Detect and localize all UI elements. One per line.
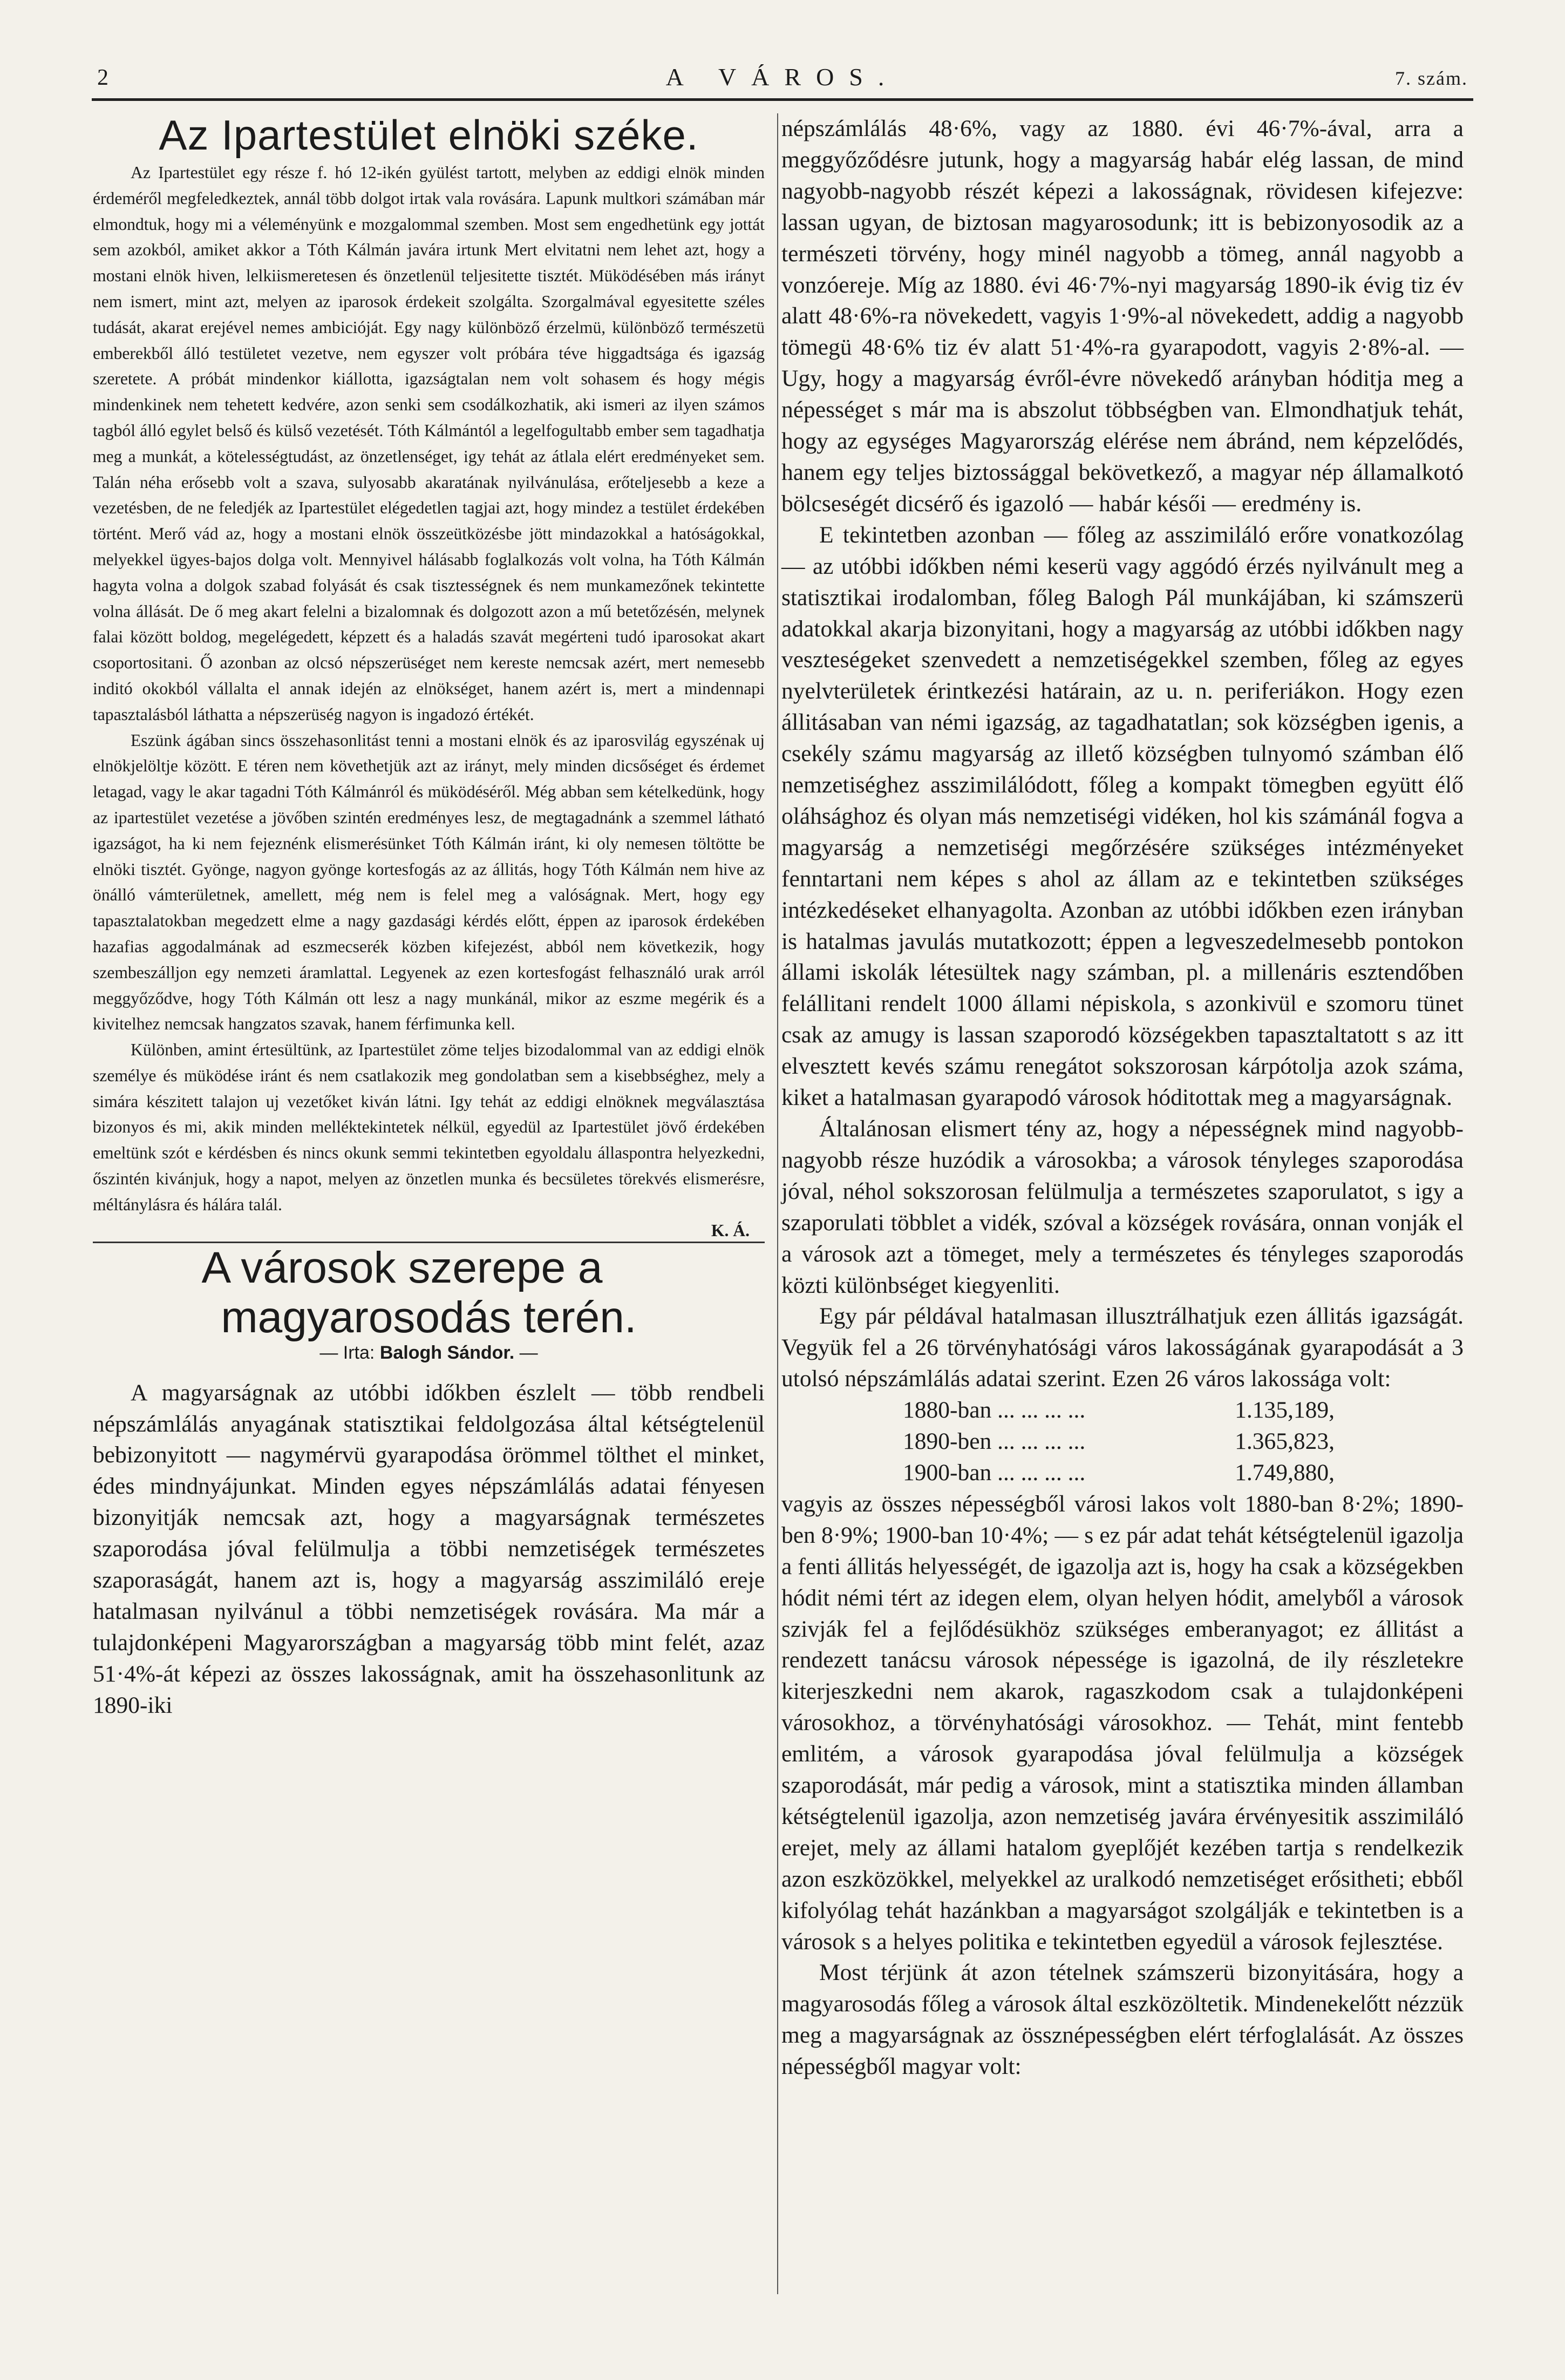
table-row	[903, 1426, 1335, 1457]
article2-author: Balogh Sándor.	[379, 1342, 515, 1363]
article2-paragraph: Általánosan elismert tény az, hogy a népességnek mind nagyobb-nagyobb része huzódik a városokba; a városok tényleges szaporodása jóval, néhol sokszorosan felülmulja a természetes szaporulatot, s igy a szaporulati többlet a vidék, szóval a községek rovására, onnan vonják el a városok azt a tömeget, mely a természetes és tényleges szaporodás közti különbséget kiegyenliti.	[781, 1116, 1464, 1298]
table-row	[903, 1395, 1335, 1426]
issue-number: 7. szám.	[1395, 67, 1468, 89]
byline-suffix: —	[519, 1342, 538, 1363]
article1-paragraph: Különben, amint értesültünk, az Ipartestület zöme teljes bizodalommal van az eddigi elnök személye és müködése iránt és nem csatlakozik meg gondolatban sem a kisebbséghez, mely a simára készitett talajon uj vezetőket kiván látni. Igy tehát az eddigi elnöknek megválasztása bizonyos és mi, akik minden melléktekintetek nélkül, egyedül az Ipartestület jövő érdekében emeltünk szót e kérdésben és nincs okunk semmi tekintetben egyoldalu állaspontra helyezkedni, őszintén kivánjuk, hogy a napot, melyen az önzetlen munka és becsületes törekvés elismerésre, méltánylásra és hálára talál.	[93, 1040, 765, 1214]
column-divider	[777, 113, 778, 2294]
article1-body	[93, 160, 765, 1240]
paper-title: A VÁROS.	[665, 63, 900, 91]
article2-paragraph: Egy pár példával hatalmasan illusztrálhatjuk ezen állitás igazságát. Vegyük fel a 26 törvényhatósági város lakosságának gyarapodását a 3 utolsó népszámlálás adatai szerint. Ezen 26 város lakossága volt:	[781, 1303, 1464, 1392]
table-year: 1900-ban ... ... ... ...	[903, 1459, 1086, 1486]
article1-title: Az Ipartestület elnöki széke.	[159, 111, 699, 159]
right-column	[781, 113, 1464, 2083]
article2-paragraph: népszámlálás 48·6%, vagy az 1880. évi 46·7%-ával, arra a meggyőződésre jutunk, hogy a magyarság habár elég lassan, de mind nagyobb-nagyobb részét képezi a lakosságnak, rövidesen kifejezve: lassan ugyan, de biztosan magyarosodunk; itt is bebizonyosodik az a természeti törvény, hogy minél nagyobb a tömeg, annál nagyobb a vonzóereje. Míg az 1880. évi 46·7%-nyi magyarság 1890-ik évig tiz év alatt 48·6%-ra növekedett, vagyis 1·9%-al növekedett, addig a nagyobb tömegü 48·6% tiz év alatt 51·4%-ra gyarapodott, vagyis 2·8%-al. — Ugy, hogy a magyarság évről-évre növekedő arányban hóditja meg a népességet s már ma is abszolut többségben van. Elmondhatjuk tehát, hogy az egységes Magyarország elérése nem ábránd, nem képzelődés, hanem egy teljes biztossággal bekövetkező, a magyar nép államalkotó bölcseségét dicsérő és igazoló — habár késői — eredmény is.	[781, 116, 1464, 517]
article2-byline	[93, 1342, 765, 1364]
article1-paragraph: Eszünk ágában sincs összehasonlitást tenni a mostani elnök és az iparosvilág egyszénak uj elnökjelöltje között. E téren nem követhetjük azt az irányt, mely minden dicsőséget és érdemet letagad, vagy le akar tagadni Tóth Kálmánról és müködéséről. Még abban sem kételkedünk, hogy az ipartestület vezetése a jövőben szintén eredményes lesz, de megtagadnánk a szemmel látható igazságot, ha ki nem fejeznénk elismerésünket Tóth Kálmán iránt, ki oly nemesen töltötte be elnöki tisztét. Gyönge, nagyon gyönge kortesfogás az az állitás, hogy Tóth Kálmán nem hive az önálló vámterületnek, amellett, még nem is felel meg a valóságnak. Mert, hogy egy tapasztalatokban megedzett elme a nagy gazdasági kérdés előtt, éppen az iparosok érdekében hazafias aggodalmának ad eszmecserék közben kifejezést, abból nem következik, hogy szembeszálljon egy nemzeti áramlattal. Legyenek az ezen kortesfogást felhasználó urak arról meggyőződve, hogy Tóth Kálmán ott lesz a nagy munkánál, mikor az eszme megérik és a kivitelhez nemcsak hangzatos szavak, hanem férfimunka kell.	[93, 730, 765, 1034]
table-row	[903, 1457, 1335, 1489]
table-year: 1890-ben ... ... ... ...	[903, 1428, 1086, 1455]
page-number: 2	[97, 65, 110, 90]
header-rule	[92, 98, 1473, 101]
table-year: 1880-ban ... ... ... ...	[903, 1397, 1086, 1423]
article1-paragraph: Az Ipartestület egy része f. hó 12-ikén gyülést tartott, melyben az eddigi elnök minden érdeméről megfeledkeztek, annál több dolgot irtak vala rovására. Lapunk multkori számában már elmondtuk, hogy mi a véleményünk e mozgalommal szemben. Most sem engedhetünk egy jottát sem azokból, amiket akkor a Tóth Kálmán javára irtunk Mert elvitatni nem lehet azt, hogy a mostani elnök hiven, lelkiismeretesen és önzetlenül teljesitette tisztét. Müködésében más irányt nem ismert, mint azt, melyen az iparosok érdekeit szolgálta. Szorgalmával egyesitette széles tudását, akarat erejével nemes ambicióját. Egy nagy különböző érzelmü, különböző természetü emberekből álló testületet vezetve, nem egyszer volt próbára téve higgadtsága és igazság szeretete. A próbát mindenkor kiállotta, igazságtalan nem volt sohasem és hogy mégis mindenkinek nem tehetett kedvére, azon senki sem csodálkozhatik, aki ismeri az ilyen számos tagból álló egylet belső és külső vezetését. Tóth Kálmántól a legelfogultabb ember sem tagadhatja meg a munkát, a kötelességtudást, az önzetlenséget, igy tehát az átlala elért eredményeket sem. Talán néha erősebb volt a szava, sulyosabb akaratának nyilvánulása, erőteljesebb a keze a vezetésben, de ne feledjék az Ipartestület elégedetlen tagjai azt, hogy mindez a testület érdekében történt. Merő vád az, hogy a mostani elnök összeütközésbe jött mindazokkal a hatóságokkal, melyekkel ügyes-bajos dolga volt. Mennyivel hálásabb foglalkozás volt volna, ha Tóth Kálmán hagyta volna a dolgok szabad folyását és csak tisztességnek és nem munkamezőnek tekintette volna állását. De ő meg akart felelni a bizalomnak és dolgozott azon a mű betetőzésén, melynek falai között boldog, megelégedett, képzett és a haladás szavát megérteni tudó iparosokat akart csoportositani. Ő azonban az olcsó népszerüséget nem kereste nemcsak azért, mert nemesebb inditó okokból vállalta el annak idején az elnökséget, hanem azért is, mert a mindennapi tapasztalásból láthatta a népszerüség nagyon is ingadozó értékét.	[93, 163, 765, 724]
left-column	[93, 111, 765, 1721]
article2-left-body	[93, 1378, 765, 1721]
population-table	[903, 1395, 1335, 1489]
article2-paragraph: A magyarságnak az utóbbi időkben észlelt — több rendbeli népszámlálás anyagának statisztikai feldolgozása által kétségtelenül bebizonyitott — nagymérvü gyarapodása örömmel tölthet el minket, édes mindnyájunkat. Minden egyes népszámlálás adatai fényesen bizonyitják nemcsak azt, hogy a magyarságnak természetes szaporodása jóval felülmulja a többi nemzetiségek természetes szaporaságát, hanem azt is, hogy a magyarság asszimiláló ereje hatalmasan nyilvánul a többi nemzetiségek rovására. Ma már a tulajdonképeni Magyarországban a magyarság több mint felét, azaz 51·4%-át képezi az összes lakosságnak, amit ha összehasonlitunk az 1890-iki	[93, 1379, 765, 1718]
byline-prefix: — Irta:	[319, 1342, 375, 1363]
article2-paragraph: vagyis az összes népességből városi lakos volt 1880-ban 8·2%; 1890-ben 8·9%; 1900-ban 10·4%; — s ez pár adat tehát kétségtelenül igazolja a fenti állitás helyességét, de igazolja azt is, hogy ha csak a községekben hódit némi tért az idegen elem, olyan helyen hódit, amelyből a városok szivják fel a fejlődésükhöz szükséges emberanyagot; ez állitást a rendezett tanácsu városok népessége is igazolná, de ily részletekre kiterjeszkedni nem akarok, ragaszkodom csak a tulajdonképeni városokhoz, a törvényhatósági városokhoz. — Tehát, mint fentebb emlitém, a városok gyarapodása jóval felülmulja a községek szaporodását, már pedig a városok, mint a statisztika minden államban kétségtelenül igazolja, azon nemzetiség javára érvényesitik asszimiláló erejet, mely az állami hatalom gyeplőjét kezében tartja s rendelkezik azon eszközökkel, melyekkel az uralkodó nemzetiséget erősitheti; ebből kifolyólag tehát hazánkban a magyarságot szolgálják e tekintetben is a városok s a helyes politika e tekintetben egyedül a városok fejlesztése.	[781, 1490, 1464, 1955]
article2-paragraph: Most térjünk át azon tételnek számszerü bizonyitására, hogy a magyarosodás főleg a városok által eszközöltetik. Mindenekelőtt nézzük meg a magyarságnak az össznépességben elért térfoglalását. Az összes népességből magyar volt:	[781, 1959, 1464, 2080]
article2-paragraph: E tekintetben azonban — főleg az asszimiláló erőre vonatkozólag — az utóbbi időkben némi keserü vagy aggódó érzés nyilvánult meg a statisztikai irodalomban, főleg Balogh Pál munkájában, ki számszerü adatokkal akarja bizonyitani, hogy a magyarság az utóbbi időkben nagy veszteségeket szenvedett a nemzetiségekkel szemben, főleg az egyes nyelvterületek érintkezési határain, az u. n. periferiákon. Hogy ezen állitásaban van némi igazság, az tagadhatatlan; sok községben igenis, a csekély számu magyarság az illető községben tulnyomó számban élő nemzetiséghez asszimilálódott, főleg a kompakt tömegben együtt élő oláhsághoz és olyan más nemzetiségi vidéken, hol kis számánál fogva a magyarság a nemzetiségi megőrzésére szükséges intézményeket fenntartani nem képes s ahol az állam az e tekintetben szükséges intézkedéseket elhanyagolta. Azonban az utóbbi időkben ezen irányban is hatalmas javulás mutatkozott; éppen a legveszedelmesebb pontokon állami iskolák létesültek nagy számban, pl. a millenáris esztendőben felállitani rendelt 1000 állami népiskola, s azonkivül e szomoru tünet csak az amugy is lassan szaporodó községekben tapasztaltatott s az itt elvesztett kevés számu renegátot sokszorosan kárpótolja azok száma, kiket a hatalmasan gyarapodó városok hóditottak meg a magyarságnak.	[781, 521, 1464, 1111]
page-header	[97, 60, 1468, 98]
article2-title: A városok szerepe a magyarosodás terén.	[201, 1243, 637, 1342]
article1-signature: K. Á.	[711, 1220, 750, 1240]
table-value: 1.135,189,	[1235, 1397, 1335, 1423]
table-value: 1.749,880,	[1235, 1459, 1335, 1486]
article2-right-body	[781, 113, 1464, 2083]
table-value: 1.365,823,	[1235, 1428, 1335, 1455]
